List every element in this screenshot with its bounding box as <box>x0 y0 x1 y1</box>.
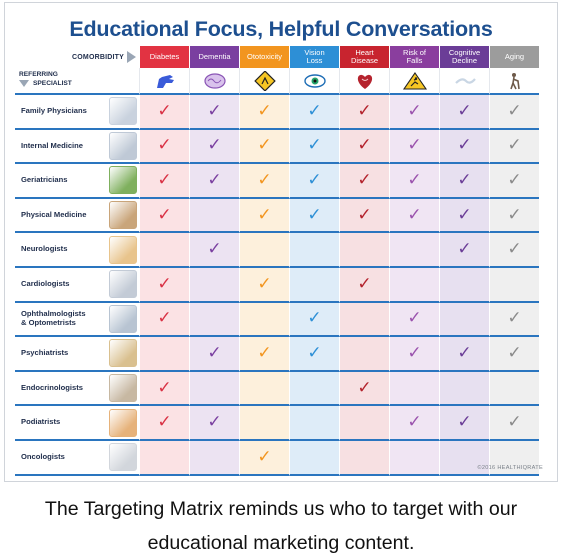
tree-thumb-icon <box>109 166 137 194</box>
figure-caption: The Targeting Matrix reminds us who to target with our educational marketing content. <box>44 498 518 554</box>
matrix-cell <box>489 303 539 338</box>
checkmark-icon: ✓ <box>157 273 172 294</box>
matrix-cell <box>389 372 439 407</box>
eye-icon <box>289 68 339 95</box>
checkmark-icon: ✓ <box>207 135 222 156</box>
row-header <box>15 199 139 234</box>
checkmark-icon: ✓ <box>407 342 422 363</box>
row-header <box>15 268 139 303</box>
matrix-cell <box>439 233 489 268</box>
matrix-cell <box>239 406 289 441</box>
matrix-cell <box>189 199 239 234</box>
referring-label: REFERRING <box>19 71 58 78</box>
checkmark-icon: ✓ <box>507 135 522 156</box>
matrix-cell <box>139 303 189 338</box>
hand-thumb-icon <box>109 339 137 367</box>
matrix-cell <box>489 372 539 407</box>
matrix-cell <box>239 95 289 130</box>
checkmark-icon: ✓ <box>507 239 522 260</box>
matrix-cell <box>139 95 189 130</box>
matrix-cell <box>389 130 439 165</box>
checkmark-icon: ✓ <box>257 135 272 156</box>
matrix-cell <box>189 164 239 199</box>
xray-thumb-icon <box>109 132 137 160</box>
checkmark-icon: ✓ <box>407 169 422 190</box>
matrix-cell <box>339 164 389 199</box>
matrix-cell <box>339 95 389 130</box>
matrix-cell <box>439 95 489 130</box>
column-header-8: Aging <box>489 46 539 68</box>
matrix-cell <box>139 337 189 372</box>
matrix-cell <box>439 130 489 165</box>
checkmark-icon: ✓ <box>257 169 272 190</box>
checkmark-icon: ✓ <box>457 412 472 433</box>
checkmark-icon: ✓ <box>157 135 172 156</box>
checkmark-icon: ✓ <box>407 412 422 433</box>
checkmark-icon: ✓ <box>207 169 222 190</box>
matrix-cell <box>389 441 439 476</box>
skeleton-thumb-icon <box>109 97 137 125</box>
matrix-cell <box>239 268 289 303</box>
matrix-cell <box>289 130 339 165</box>
matrix-cell <box>489 406 539 441</box>
matrix-cell <box>489 95 539 130</box>
matrix-cell <box>239 441 289 476</box>
matrix-cell <box>139 130 189 165</box>
matrix-cell <box>289 199 339 234</box>
matrix-cell <box>339 130 389 165</box>
specialist-label: Oncologists <box>21 451 65 461</box>
column-header-2: Dementia <box>189 46 239 68</box>
blue-glove-hand-icon <box>139 68 189 95</box>
checkmark-icon: ✓ <box>507 100 522 121</box>
checkmark-icon: ✓ <box>157 204 172 225</box>
matrix-cell <box>289 441 339 476</box>
checkmark-icon: ✓ <box>257 446 272 467</box>
checkmark-icon: ✓ <box>507 169 522 190</box>
matrix-cell <box>289 372 339 407</box>
matrix-cell <box>439 199 489 234</box>
checkmark-icon: ✓ <box>207 412 222 433</box>
matrix-cell <box>189 441 239 476</box>
matrix-cell <box>439 372 489 407</box>
specialist-label: Neurologists <box>21 244 68 254</box>
comorbidity-label: COMORBIDITY <box>72 53 124 61</box>
checkmark-icon: ✓ <box>207 239 222 260</box>
matrix-cell <box>339 199 389 234</box>
matrix-cell <box>339 233 389 268</box>
checkmark-icon: ✓ <box>307 204 322 225</box>
matrix-cell <box>239 233 289 268</box>
matrix-cell <box>239 372 289 407</box>
checkmark-icon: ✓ <box>457 100 472 121</box>
row-header <box>15 95 139 130</box>
checkmark-icon: ✓ <box>457 169 472 190</box>
fading-line-icon <box>439 68 489 95</box>
checkmark-icon: ✓ <box>257 100 272 121</box>
checkmark-icon: ✓ <box>457 342 472 363</box>
matrix-cell <box>289 95 339 130</box>
checkmark-icon: ✓ <box>207 342 222 363</box>
checkmark-icon: ✓ <box>507 308 522 329</box>
checkmark-icon: ✓ <box>357 100 372 121</box>
checkmark-icon: ✓ <box>307 169 322 190</box>
matrix-cell <box>339 441 389 476</box>
down-arrow-icon <box>19 80 29 87</box>
specialist-label: Ophthalmologists & Optometrists <box>21 309 86 327</box>
matrix-cell <box>139 233 189 268</box>
checkmark-icon: ✓ <box>257 273 272 294</box>
matrix-cell <box>289 303 339 338</box>
checkmark-icon: ✓ <box>357 273 372 294</box>
row-header <box>15 372 139 407</box>
matrix-cell <box>289 406 339 441</box>
checkmark-icon: ✓ <box>157 377 172 398</box>
specialist-label: Internal Medicine <box>21 140 84 150</box>
checkmark-icon: ✓ <box>507 412 522 433</box>
specialist-label: Psychiatrists <box>21 348 69 358</box>
row-header <box>15 337 139 372</box>
matrix-cell <box>189 95 239 130</box>
matrix-cell <box>389 303 439 338</box>
checkmark-icon: ✓ <box>357 169 372 190</box>
column-header-1: Diabetes <box>139 46 189 68</box>
matrix-cell <box>489 268 539 303</box>
checkmark-icon: ✓ <box>457 239 472 260</box>
right-arrow-icon <box>127 51 136 63</box>
matrix-cell <box>189 303 239 338</box>
heart-icon <box>339 68 389 95</box>
matrix-cell <box>189 130 239 165</box>
checkmark-icon: ✓ <box>507 342 522 363</box>
matrix-cell <box>389 268 439 303</box>
checkmark-icon: ✓ <box>457 204 472 225</box>
matrix-cell <box>139 372 189 407</box>
foot-thumb-icon <box>109 409 137 437</box>
column-header-6: Risk of Falls <box>389 46 439 68</box>
checkmark-icon: ✓ <box>357 135 372 156</box>
checkmark-icon: ✓ <box>307 100 322 121</box>
column-header-5: Heart Disease <box>339 46 389 68</box>
column-header-3: Ototoxicity <box>239 46 289 68</box>
matrix-cell <box>189 372 239 407</box>
row-header <box>15 303 139 338</box>
warning-sign-icon <box>239 68 289 95</box>
column-header-4: Vision Loss <box>289 46 339 68</box>
matrix-cell <box>139 406 189 441</box>
checkmark-icon: ✓ <box>407 100 422 121</box>
matrix-cell <box>239 303 289 338</box>
matrix-cell <box>239 199 289 234</box>
matrix-cell <box>389 95 439 130</box>
matrix-cell <box>489 337 539 372</box>
matrix-cell <box>289 337 339 372</box>
matrix-cell <box>189 233 239 268</box>
matrix-cell <box>189 337 239 372</box>
matrix-cell <box>389 199 439 234</box>
cell-thumb-icon <box>109 443 137 471</box>
referring-specialist-header <box>15 68 139 95</box>
specialist-label: Endocrinologists <box>21 382 84 392</box>
checkmark-icon: ✓ <box>157 100 172 121</box>
matrix-cell <box>389 164 439 199</box>
matrix-cell <box>239 337 289 372</box>
matrix-cell <box>439 268 489 303</box>
matrix-cell <box>439 337 489 372</box>
checkmark-icon: ✓ <box>407 308 422 329</box>
checkmark-icon: ✓ <box>307 342 322 363</box>
matrix-cell <box>289 164 339 199</box>
matrix-cell <box>139 441 189 476</box>
matrix-cell <box>339 268 389 303</box>
matrix-cell <box>289 233 339 268</box>
matrix-cell <box>389 406 439 441</box>
matrix-cell <box>439 303 489 338</box>
matrix-cell <box>289 268 339 303</box>
checkmark-icon: ✓ <box>257 204 272 225</box>
matrix-cell <box>489 199 539 234</box>
row-header <box>15 130 139 165</box>
comorbidity-header <box>15 46 139 68</box>
heart-thumb-icon <box>109 270 137 298</box>
row-header <box>15 164 139 199</box>
eye-thumb-icon <box>109 305 137 333</box>
matrix-cell <box>139 268 189 303</box>
checkmark-icon: ✓ <box>157 169 172 190</box>
matrix-cell <box>489 233 539 268</box>
matrix-cell <box>439 164 489 199</box>
matrix-cell <box>489 130 539 165</box>
gland-thumb-icon <box>109 374 137 402</box>
checkmark-icon: ✓ <box>357 204 372 225</box>
row-header <box>15 233 139 268</box>
checkmark-icon: ✓ <box>207 100 222 121</box>
matrix-cell <box>339 303 389 338</box>
falling-person-sign-icon <box>389 68 439 95</box>
matrix-cell <box>489 164 539 199</box>
specialist-label: Cardiologists <box>21 279 70 289</box>
row-header <box>15 441 139 476</box>
matrix-cell <box>139 199 189 234</box>
copyright-credit: ©2016 HEALTHIQRATE <box>477 465 543 471</box>
matrix-cell <box>439 406 489 441</box>
checkmark-icon: ✓ <box>157 308 172 329</box>
figure-thumb-icon <box>109 201 137 229</box>
matrix-cell <box>339 406 389 441</box>
matrix-cell <box>339 337 389 372</box>
checkmark-icon: ✓ <box>307 308 322 329</box>
specialist-label: SPECIALIST <box>33 80 72 87</box>
checkmark-icon: ✓ <box>357 377 372 398</box>
brain-thumb-icon <box>109 236 137 264</box>
walking-cane-icon <box>489 68 539 95</box>
targeting-matrix-poster <box>4 2 558 482</box>
matrix-cell <box>139 164 189 199</box>
matrix-cell <box>189 268 239 303</box>
checkmark-icon: ✓ <box>307 135 322 156</box>
specialist-label: Family Physicians <box>21 106 87 116</box>
checkmark-icon: ✓ <box>257 342 272 363</box>
specialist-label: Podiatrists <box>21 417 61 427</box>
matrix-cell <box>339 372 389 407</box>
specialist-label: Geriatricians <box>21 175 68 185</box>
matrix-cell <box>189 406 239 441</box>
poster-title: Educational Focus, Helpful Conversations <box>69 17 493 41</box>
checkmark-icon: ✓ <box>407 135 422 156</box>
specialist-label: Physical Medicine <box>21 209 87 219</box>
checkmark-icon: ✓ <box>157 412 172 433</box>
checkmark-icon: ✓ <box>407 204 422 225</box>
matrix-cell <box>239 130 289 165</box>
checkmark-icon: ✓ <box>457 135 472 156</box>
matrix-cell <box>389 233 439 268</box>
checkmark-icon: ✓ <box>507 204 522 225</box>
matrix-grid <box>15 46 539 476</box>
matrix-cell <box>239 164 289 199</box>
row-header <box>15 406 139 441</box>
purple-brain-icon <box>189 68 239 95</box>
matrix-cell <box>389 337 439 372</box>
column-header-7: Cognitive Decline <box>439 46 489 68</box>
